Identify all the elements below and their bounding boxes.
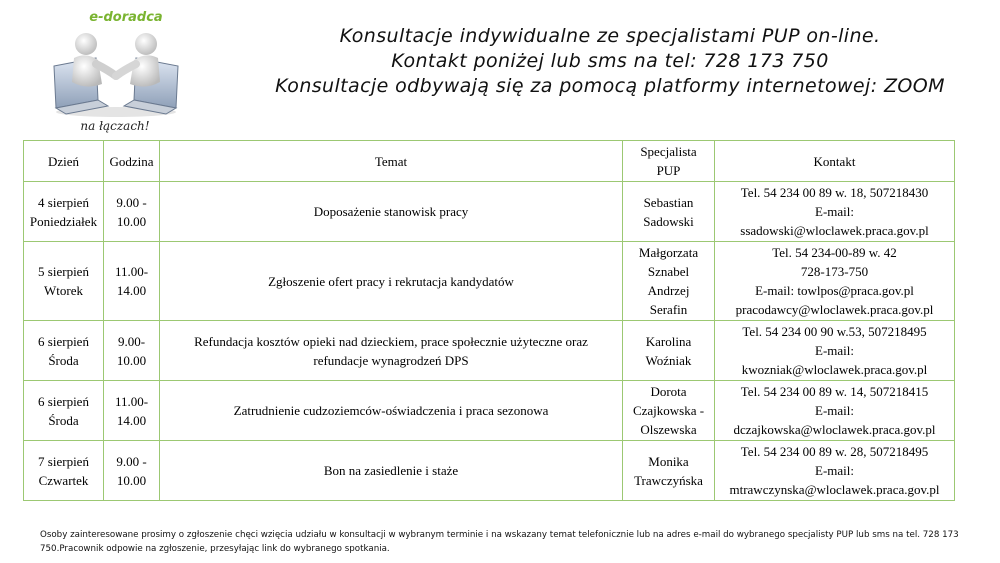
cell-topic: Bon na zasiedlenie i staże [160,441,623,501]
cell-hour: 9.00- 10.00 [104,321,160,381]
table-row [24,381,955,441]
two-figures-laptop-handshake-icon [46,26,186,118]
headline-line-2: Kontakt poniżej lub sms na tel: 728 173 750 [391,50,829,72]
table-row [24,242,955,321]
header-hour: Godzina [104,141,160,182]
cell-contact: Tel. 54 234 00 89 w. 28, 507218495 E-mail: mtrawczynska@wloclawek.praca.gov.pl [715,441,955,501]
cell-contact: Tel. 54 234 00 89 w. 18, 507218430 E-mail: ssadowski@wloclawek.praca.gov.pl [715,182,955,242]
cell-day: 7 sierpień Czwartek [24,441,104,501]
cell-specialist: Monika Trawczyńska [623,441,715,501]
cell-specialist: Karolina Woźniak [623,321,715,381]
header-contact: Kontakt [715,141,955,182]
cell-contact: Tel. 54 234 00 90 w.53, 507218495 E-mail: kwozniak@wloclawek.praca.gov.pl [715,321,955,381]
table-header-row [24,141,955,182]
cell-topic: Zatrudnienie cudzoziemców-oświadczenia i praca sezonowa [160,381,623,441]
cell-hour: 9.00 - 10.00 [104,182,160,242]
cell-day: 6 sierpień Środa [24,381,104,441]
cell-day: 6 sierpień Środa [24,321,104,381]
header-topic: Temat [160,141,623,182]
logo-brand-text: e-doradca [89,10,163,25]
cell-day: 4 sierpień Poniedziałek [24,182,104,242]
cell-hour: 9.00 - 10.00 [104,441,160,501]
table-row [24,441,955,501]
cell-day: 5 sierpień Wtorek [24,242,104,321]
schedule-table [23,140,955,501]
headline-line-3: Konsultacje odbywają się za pomocą platformy internetowej: ZOOM [275,75,945,97]
cell-topic: Zgłoszenie ofert pracy i rekrutacja kandydatów [160,242,623,321]
cell-hour: 11.00- 14.00 [104,381,160,441]
cell-contact: Tel. 54 234 00 89 w. 14, 507218415 E-mail: dczajkowska@wloclawek.praca.gov.pl [715,381,955,441]
cell-contact: Tel. 54 234-00-89 w. 42 728-173-750 E-mail: towlpos@praca.gov.pl pracodawcy@wloclawek.praca.gov.pl [715,242,955,321]
header-specialist: Specjalista PUP [623,141,715,182]
cell-topic: Doposażenie stanowisk pracy [160,182,623,242]
header-day: Dzień [24,141,104,182]
cell-specialist: Dorota Czajkowska - Olszewska [623,381,715,441]
table-row [24,182,955,242]
cell-hour: 11.00- 14.00 [104,242,160,321]
cell-specialist: Sebastian Sadowski [623,182,715,242]
cell-specialist: Małgorzata Sznabel Andrzej Serafin [623,242,715,321]
page-headline [220,24,1000,99]
table-row [24,321,955,381]
cell-topic: Refundacja kosztów opieki nad dzieckiem, prace społecznie użyteczne oraz refundacje wynagrodzeń DPS [160,321,623,381]
logo-tagline: na łączach! [80,119,150,133]
e-doradca-logo [40,6,190,134]
headline-line-1: Konsultacje indywidualne ze specjalistami PUP on-line. [339,25,881,47]
footer-note: Osoby zainteresowane prosimy o zgłoszenie chęci wzięcia udziału w konsultacji w wybranym terminie i na wskazany temat telefonicznie lub na adres e-mail do wybranego specjalisty PUP lub sms na tel. 728 173 750.Pracownik odpowie na zgłoszenie, przesyłając link do wybranego spotkania. [40,530,959,554]
